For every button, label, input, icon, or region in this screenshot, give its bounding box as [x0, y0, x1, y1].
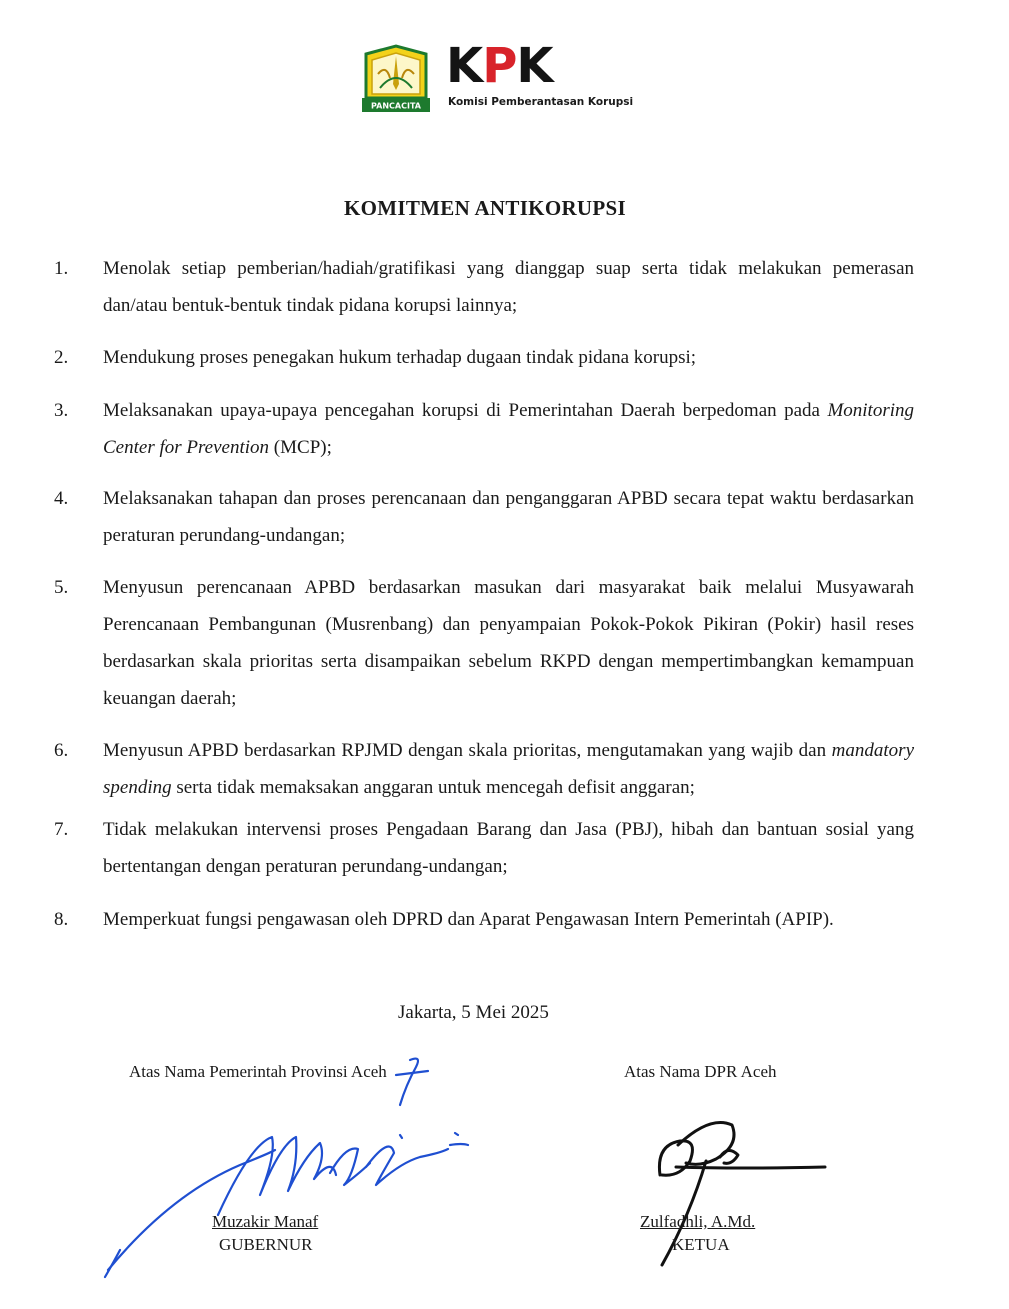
item-text-part: Melaksanakan upaya-upaya pencegahan korupsi di Pemerintahan Daerah berpedoman pada — [103, 400, 828, 421]
list-item — [54, 732, 914, 806]
kpk-logo-subtitle: Komisi Pemberantasan Korupsi — [448, 96, 634, 108]
item-text — [103, 392, 914, 466]
place-date: Jakarta, 5 Mei 2025 — [398, 1002, 549, 1023]
item-text — [103, 732, 914, 806]
right-signature-mark — [620, 1105, 840, 1275]
item-text: Memperkuat fungsi pengawasan oleh DPRD dan Aparat Pengawasan Intern Pemerintah (APIP). — [103, 909, 834, 930]
item-text-part: serta tidak memaksakan anggaran untuk mencegah defisit anggaran; — [171, 777, 695, 798]
right-signature-label: Atas Nama DPR Aceh — [624, 1062, 777, 1081]
item-text: Melaksanakan tahapan dan proses perencanaan dan penganggaran APBD secara tepat waktu berdasarkan peraturan perundang-undangan; — [103, 488, 914, 546]
list-item — [54, 480, 914, 554]
item-number: 1. — [54, 258, 69, 279]
item-number: 6. — [54, 740, 69, 761]
item-text: Tidak melakukan intervensi proses Pengadaan Barang dan Jasa (PBJ), hibah dan bantuan sosial yang bertentangan dengan peraturan perundang-undangan; — [103, 819, 914, 877]
item-number: 8. — [54, 909, 69, 930]
right-signer-role: KETUA — [672, 1235, 730, 1254]
kpk-logo-word: KPK — [446, 38, 553, 94]
list-item — [54, 339, 914, 376]
list-item — [54, 392, 914, 466]
item-number: 3. — [54, 400, 69, 421]
list-item — [54, 811, 914, 885]
item-number: 5. — [54, 577, 69, 598]
item-number: 4. — [54, 488, 69, 509]
item-text-italic: Monitoring Center for Prevention — [103, 400, 914, 458]
item-text-part: Menyusun APBD berdasarkan RPJMD dengan skala prioritas, mengutamakan yang wajib dan — [103, 740, 832, 761]
list-item — [54, 569, 914, 717]
item-text-italic: mandatory spending — [103, 740, 914, 798]
left-signature-label: Atas Nama Pemerintah Provinsi Aceh — [129, 1062, 387, 1081]
item-text: Mendukung proses penegakan hukum terhadap dugaan tindak pidana korupsi; — [103, 347, 697, 368]
item-text-part: (MCP); — [269, 437, 332, 458]
kpk-logo — [446, 38, 636, 110]
item-number: 7. — [54, 819, 69, 840]
list-item — [54, 901, 914, 938]
right-signer-name: Zulfadhli, A.Md. — [640, 1212, 756, 1231]
document-title: KOMITMEN ANTIKORUPSI — [344, 196, 626, 220]
aceh-emblem-icon — [360, 44, 432, 114]
aceh-emblem-text: PANCACITA — [371, 101, 421, 111]
left-signer-name: Muzakir Manaf — [212, 1212, 319, 1231]
item-text: Menyusun perencanaan APBD berdasarkan masukan dari masyarakat baik melalui Musyawarah Perencanaan Pembangunan (Musrenbang) dan penyampaian Pokok-Pokok Pikiran (Pokir) hasil reses berdasarkan skala prioritas serta disampaikan sebelum RKPD dengan mempertimbangkan kemampuan keuangan daerah; — [103, 577, 914, 709]
item-number: 2. — [54, 347, 69, 368]
list-item — [54, 250, 914, 324]
header-logos — [360, 38, 640, 114]
left-signer-role: GUBERNUR — [219, 1235, 313, 1254]
item-text: Menolak setiap pemberian/hadiah/gratifikasi yang dianggap suap serta tidak melakukan pemerasan dan/atau bentuk-bentuk tindak pidana korupsi lainnya; — [103, 258, 914, 316]
